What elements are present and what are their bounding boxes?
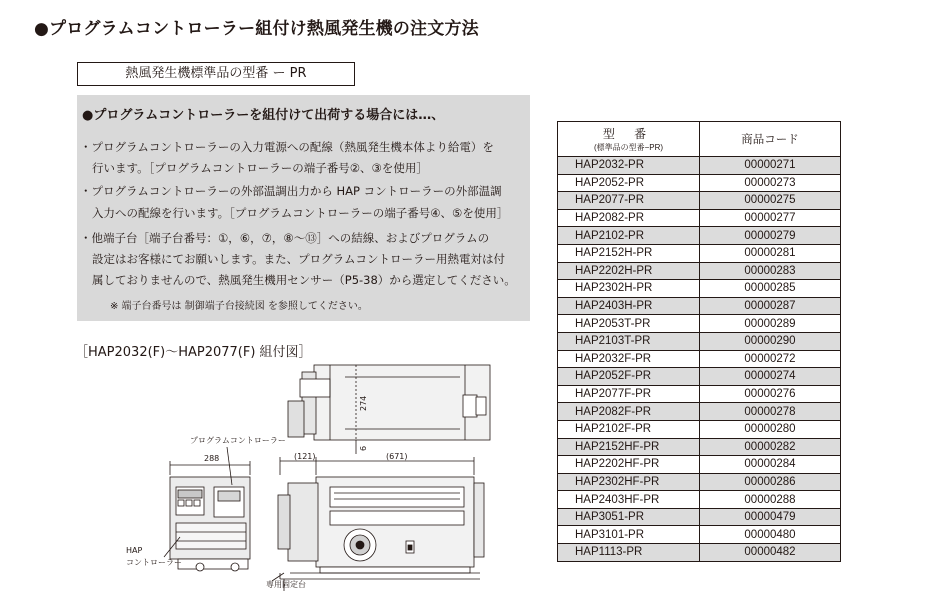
table-row bbox=[558, 227, 841, 245]
code-cell: 00000277 bbox=[700, 209, 841, 227]
model-cell: HAP3051-PR bbox=[558, 508, 700, 526]
model-cell: HAP2202HF-PR bbox=[558, 456, 700, 474]
code-cell: 00000273 bbox=[700, 174, 841, 192]
model-cell: HAP2302H-PR bbox=[558, 280, 700, 298]
model-cell: HAP2152H-PR bbox=[558, 244, 700, 262]
dim-671: (671) bbox=[386, 452, 408, 461]
code-cell: 00000280 bbox=[700, 420, 841, 438]
table-row bbox=[558, 315, 841, 333]
label-hap: HAP bbox=[126, 546, 143, 555]
product-code-table bbox=[557, 121, 841, 562]
table-row bbox=[558, 368, 841, 386]
code-column-header: 商品コード bbox=[700, 122, 841, 157]
code-cell: 00000282 bbox=[700, 438, 841, 456]
model-header-sub: (標準品の型番−PR) bbox=[593, 143, 664, 152]
table-row bbox=[558, 209, 841, 227]
table-row bbox=[558, 491, 841, 509]
code-cell: 00000284 bbox=[700, 456, 841, 474]
model-number-box: 熱風発生機標準品の型番 ー PR bbox=[77, 62, 355, 86]
code-cell: 00000285 bbox=[700, 280, 841, 298]
model-cell: HAP2082F-PR bbox=[558, 403, 700, 421]
table-row bbox=[558, 438, 841, 456]
code-cell: 00000287 bbox=[700, 297, 841, 315]
table-row bbox=[558, 526, 841, 544]
note-line: 属しておりませんので、熱風発生機用センサー（P5-38）から選定してください。 bbox=[92, 273, 516, 287]
model-cell: HAP2403HF-PR bbox=[558, 491, 700, 509]
code-cell: 00000283 bbox=[700, 262, 841, 280]
dim-274: 274 bbox=[359, 395, 368, 411]
table-row bbox=[558, 508, 841, 526]
dim-121: (121) bbox=[294, 452, 316, 461]
code-cell: 00000272 bbox=[700, 350, 841, 368]
table-row bbox=[558, 244, 841, 262]
table-row bbox=[558, 456, 841, 474]
model-cell: HAP2103T-PR bbox=[558, 332, 700, 350]
model-cell: HAP2053T-PR bbox=[558, 315, 700, 333]
table-row bbox=[558, 280, 841, 298]
note-line: 行います。［プログラムコントローラーの端子番号②、③を使用］ bbox=[92, 161, 428, 175]
model-cell: HAP1113-PR bbox=[558, 544, 700, 562]
label-hap-controller: コントローラー bbox=[126, 558, 182, 567]
model-cell: HAP2102F-PR bbox=[558, 420, 700, 438]
code-cell: 00000288 bbox=[700, 491, 841, 509]
code-cell: 00000274 bbox=[700, 368, 841, 386]
table-row bbox=[558, 420, 841, 438]
code-cell: 00000289 bbox=[700, 315, 841, 333]
table-row bbox=[558, 262, 841, 280]
code-cell: 00000480 bbox=[700, 526, 841, 544]
code-cell: 00000286 bbox=[700, 473, 841, 491]
code-cell: 00000276 bbox=[700, 385, 841, 403]
code-cell: 00000290 bbox=[700, 332, 841, 350]
table-row bbox=[558, 192, 841, 210]
note-line: ・プログラムコントローラーの外部温調出力から HAP コントローラーの外部温調 bbox=[80, 184, 502, 198]
model-column-header bbox=[558, 122, 700, 157]
label-program-controller: プログラムコントローラー bbox=[190, 436, 286, 445]
note-footnote: ※ 端子台番号は 制御端子台接続図 を参照してください。 bbox=[110, 301, 368, 312]
note-line: ・プログラムコントローラーの入力電源への配線（熱風発生機本体より給電）を bbox=[80, 140, 494, 154]
table-row bbox=[558, 332, 841, 350]
model-cell: HAP2032F-PR bbox=[558, 350, 700, 368]
page-title: ●プログラムコントローラー組付け熱風発生機の注文方法 bbox=[34, 19, 479, 39]
table-row bbox=[558, 350, 841, 368]
table-row bbox=[558, 473, 841, 491]
model-cell: HAP2152HF-PR bbox=[558, 438, 700, 456]
dim-6: 6 bbox=[359, 445, 368, 451]
model-cell: HAP2052F-PR bbox=[558, 368, 700, 386]
model-cell: HAP2077F-PR bbox=[558, 385, 700, 403]
table-row bbox=[558, 385, 841, 403]
note-line: ・他端子台［端子台番号：①，⑥，⑦，⑧～⑬］への結線、およびプログラムの bbox=[80, 231, 490, 245]
note-heading: ●プログラムコントローラーを組付けて出荷する場合には…、 bbox=[82, 108, 445, 123]
code-cell: 00000271 bbox=[700, 157, 841, 175]
table-row bbox=[558, 403, 841, 421]
table-row bbox=[558, 544, 841, 562]
table-row bbox=[558, 174, 841, 192]
table-row bbox=[558, 157, 841, 175]
model-cell: HAP2403H-PR bbox=[558, 297, 700, 315]
model-cell: HAP2102-PR bbox=[558, 227, 700, 245]
code-cell: 00000281 bbox=[700, 244, 841, 262]
code-cell: 00000278 bbox=[700, 403, 841, 421]
note-line: 入力への配線を行います。［プログラムコントローラーの端子番号④、⑤を使用］ bbox=[92, 206, 509, 220]
diagram-caption: ［HAP2032(F)～HAP2077(F) 組付図］ bbox=[75, 345, 312, 360]
assembly-drawing bbox=[120, 357, 500, 597]
model-cell: HAP2082-PR bbox=[558, 209, 700, 227]
table-body bbox=[558, 157, 841, 562]
note-line: 設定はお客様にてお願いします。また、プログラムコントローラー用熱電対は付 bbox=[92, 252, 505, 266]
label-fixing-stand: 専用固定台 bbox=[266, 580, 306, 589]
dim-288: 288 bbox=[204, 454, 220, 463]
model-header-main: 型 番 bbox=[602, 127, 655, 141]
model-cell: HAP2052-PR bbox=[558, 174, 700, 192]
model-cell: HAP2202H-PR bbox=[558, 262, 700, 280]
table-header-row bbox=[558, 122, 841, 157]
model-cell: HAP2032-PR bbox=[558, 157, 700, 175]
model-cell: HAP2077-PR bbox=[558, 192, 700, 210]
code-cell: 00000275 bbox=[700, 192, 841, 210]
model-cell: HAP2302HF-PR bbox=[558, 473, 700, 491]
model-cell: HAP3101-PR bbox=[558, 526, 700, 544]
code-cell: 00000279 bbox=[700, 227, 841, 245]
code-cell: 00000482 bbox=[700, 544, 841, 562]
table-row bbox=[558, 297, 841, 315]
code-cell: 00000479 bbox=[700, 508, 841, 526]
